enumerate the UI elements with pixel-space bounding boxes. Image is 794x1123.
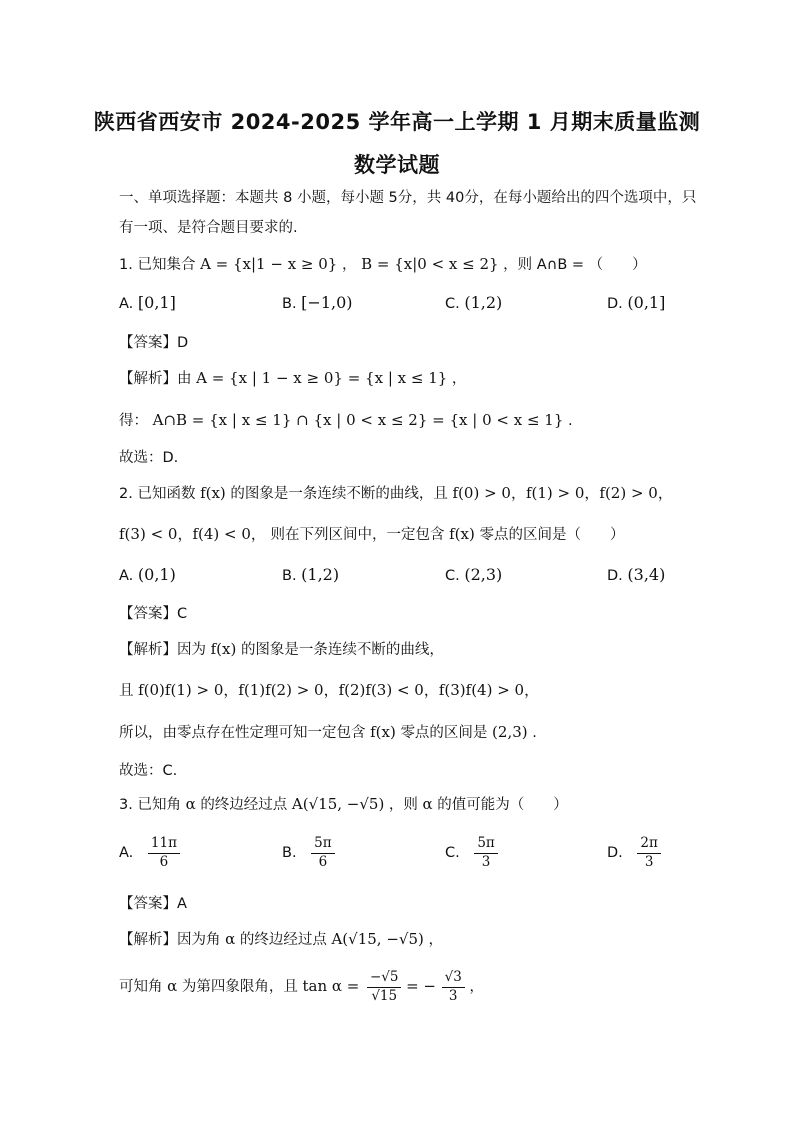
analysis-prefix: 且 <box>119 683 134 699</box>
analysis-prefix: 【解析】因为角 <box>119 932 221 948</box>
analysis-text: 为第四象限角，且 <box>181 979 298 996</box>
question-2-option-b <box>282 565 339 584</box>
option-value: [−1,0) <box>301 293 353 312</box>
section-instruction-line2: 有一项、是符合题目要求的. <box>119 220 298 236</box>
question-1-set-b: B = {x|0 < x ≤ 2} <box>361 255 499 273</box>
option-value: (0,1) <box>137 565 176 584</box>
analysis-suffix: ， <box>469 979 484 996</box>
question-1-text-pre: 1. 已知集合 <box>119 257 196 273</box>
question-2-analysis-2 <box>119 679 539 700</box>
fraction-denominator: 6 <box>318 853 328 870</box>
option-value: (1,2) <box>301 565 340 584</box>
analysis-prefix: 【解析】由 <box>119 371 192 387</box>
function-fx: f(x) <box>449 525 475 543</box>
question-3-answer: 【答案】A <box>119 896 187 912</box>
option-label: D. <box>607 845 623 862</box>
analysis-suffix: . <box>532 725 537 741</box>
option-label: C. <box>445 296 460 312</box>
analysis-math: f(0)f(1) > 0，f(1)f(2) > 0，f(2)f(3) < 0，f(3)f(4) > 0， <box>138 681 540 699</box>
document-title: 陕西省西安市 2024-2025 学年高一上学期 1 月期末质量监测 <box>93 110 701 134</box>
analysis-suffix: . <box>567 413 573 429</box>
tan-expression: tan α = <box>302 977 360 996</box>
question-2-option-d <box>607 565 665 584</box>
fraction-denominator: 3 <box>481 853 491 870</box>
analysis-math: (2,3) <box>492 723 528 741</box>
question-2-line-2 <box>119 523 624 544</box>
question-2-answer: 【答案】C <box>119 606 188 622</box>
fraction-numerator: 11π <box>148 836 180 854</box>
analysis-suffix: 的图象是一条连续不断的曲线， <box>240 642 444 658</box>
option-label: A. <box>119 568 134 584</box>
fraction-denominator: √15 <box>371 987 398 1004</box>
fraction-denominator: 3 <box>644 853 654 870</box>
alpha-symbol: α <box>185 795 196 813</box>
analysis-prefix: 【解析】因为 <box>119 642 206 658</box>
question-1-analysis-2 <box>119 409 573 430</box>
fraction-denominator: 6 <box>159 853 169 870</box>
text: 的值可能为（ ） <box>437 797 568 813</box>
option-label: B. <box>282 845 297 862</box>
analysis-prefix: 得： <box>119 413 148 429</box>
text: 2. 已知函数 <box>119 486 196 502</box>
analysis-suffix: ， <box>428 932 443 948</box>
option-fraction <box>474 836 497 870</box>
alpha-symbol: α <box>225 930 236 948</box>
fraction-numerator: 5π <box>474 836 497 854</box>
analysis-math: A∩B = {x | x ≤ 1} ∩ {x | 0 < x ≤ 2} = {x | 0 < x ≤ 1} <box>152 411 564 429</box>
analysis-text: 零点的区间是 <box>400 725 488 741</box>
analysis-prefix: 所以，由零点存在性定理可知一定包含 <box>119 725 366 741</box>
question-1-text-post: ，则 A∩B = （ ） <box>503 257 647 273</box>
question-1-option-c <box>445 293 502 312</box>
question-3-option-b <box>282 836 335 870</box>
question-3-analysis-1 <box>119 928 443 949</box>
tan-fraction-1 <box>367 970 402 1004</box>
question-3-option-d <box>607 836 661 870</box>
question-2-conclusion: 故选：C. <box>119 763 178 779</box>
point-a: A(√15, −√5) <box>331 930 424 948</box>
question-1-answer: 【答案】D <box>119 335 189 351</box>
text: 的终边经过点 <box>200 797 288 813</box>
option-fraction <box>148 836 180 870</box>
text: 的图象是一条连续不断的曲线，且 <box>230 486 448 502</box>
option-label: A. <box>119 845 134 862</box>
text: 则在下列区间中，一定包含 <box>270 527 445 543</box>
fraction-numerator: −√5 <box>367 970 402 988</box>
question-2-option-a <box>119 565 176 584</box>
question-1-conclusion: 故选：D. <box>119 450 179 466</box>
fraction-numerator: √3 <box>442 970 465 988</box>
analysis-prefix: 可知角 <box>119 979 163 996</box>
fraction-denominator: 3 <box>448 987 458 1004</box>
question-2-analysis-1 <box>119 638 444 659</box>
alpha-symbol: α <box>422 795 433 813</box>
alpha-symbol: α <box>167 977 178 996</box>
condition-math: f(0) > 0，f(1) > 0，f(2) > 0， <box>452 484 673 502</box>
function-fx: f(x) <box>210 640 237 658</box>
text: 零点的区间是（ ） <box>479 527 625 543</box>
option-value: (3,4) <box>627 565 666 584</box>
analysis-suffix: ， <box>451 371 467 387</box>
question-3-analysis-2 <box>119 970 484 1004</box>
analysis-text: 的终边经过点 <box>239 932 327 948</box>
question-2-line-1 <box>119 482 673 503</box>
section-instruction-line1: 一、单项选择题：本题共 8 小题，每小题 5分，共 40分，在每小题给出的四个选项中，只 <box>119 190 697 206</box>
question-1-analysis-1 <box>119 367 466 388</box>
condition-math: f(3) < 0，f(4) < 0， <box>119 525 266 543</box>
option-label: C. <box>445 568 460 584</box>
option-label: C. <box>445 845 460 862</box>
question-3-option-a <box>119 836 180 870</box>
option-label: B. <box>282 296 297 312</box>
question-1-sep: ， <box>341 257 357 273</box>
option-label: D. <box>607 568 623 584</box>
question-1-set-a: A = {x|1 − x ≥ 0} <box>200 255 338 273</box>
question-1 <box>119 253 647 274</box>
option-value: (1,2) <box>464 293 503 312</box>
question-2-option-c <box>445 565 502 584</box>
option-label: D. <box>607 296 623 312</box>
text: ，则 <box>388 797 418 813</box>
option-label: A. <box>119 296 134 312</box>
document-subtitle: 数学试题 <box>354 153 440 177</box>
option-value: (0,1] <box>627 293 666 312</box>
question-1-option-d <box>607 293 665 312</box>
point-a: A(√15, −√5) <box>291 795 385 813</box>
option-value: (2,3) <box>464 565 503 584</box>
text: 3. 已知角 <box>119 797 181 813</box>
function-fx: f(x) <box>200 484 226 502</box>
option-label: B. <box>282 568 297 584</box>
question-1-option-b <box>282 293 353 312</box>
tan-fraction-2 <box>442 970 465 1004</box>
question-3-option-c <box>445 836 498 870</box>
question-1-option-a <box>119 293 176 312</box>
option-fraction <box>637 836 660 870</box>
function-fx: f(x) <box>370 723 396 741</box>
question-2-analysis-3 <box>119 721 537 742</box>
analysis-math: A = {x | 1 − x ≥ 0} = {x | x ≤ 1} <box>196 369 448 387</box>
equals-minus: = − <box>406 977 436 996</box>
fraction-numerator: 5π <box>311 836 334 854</box>
option-value: [0,1] <box>137 293 176 312</box>
option-fraction <box>311 836 334 870</box>
question-3 <box>119 793 568 814</box>
fraction-numerator: 2π <box>637 836 660 854</box>
